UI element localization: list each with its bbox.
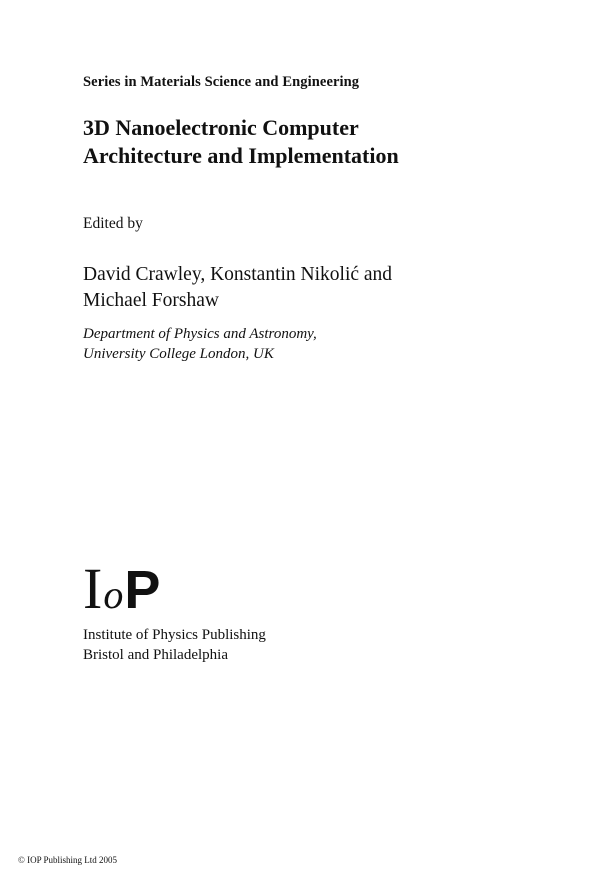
affiliation-line-1: Department of Physics and Astronomy,: [83, 326, 317, 342]
logo-letter-p: P: [124, 560, 161, 620]
edited-by-label: Edited by: [83, 215, 143, 232]
book-title-line-2: Architecture and Implementation: [83, 143, 399, 168]
logo-letter-i: I: [83, 556, 103, 621]
book-title-line-1: 3D Nanoelectronic Computer: [83, 115, 359, 140]
publisher-line-1: Institute of Physics Publishing: [83, 627, 266, 643]
logo-letter-o: o: [103, 572, 124, 617]
affiliation: [83, 324, 317, 364]
authors: [83, 262, 392, 314]
publisher: [83, 625, 266, 665]
iop-logo: [83, 556, 161, 621]
publisher-line-2: Bristol and Philadelphia: [83, 647, 228, 663]
copyright-notice: © IOP Publishing Ltd 2005: [18, 855, 118, 865]
series-name: Series in Materials Science and Engineering: [83, 74, 360, 90]
affiliation-line-2: University College London, UK: [83, 346, 274, 362]
book-title: [83, 114, 399, 170]
authors-line-2: Michael Forshaw: [83, 290, 219, 311]
authors-line-1: David Crawley, Konstantin Nikolić and: [83, 264, 393, 285]
